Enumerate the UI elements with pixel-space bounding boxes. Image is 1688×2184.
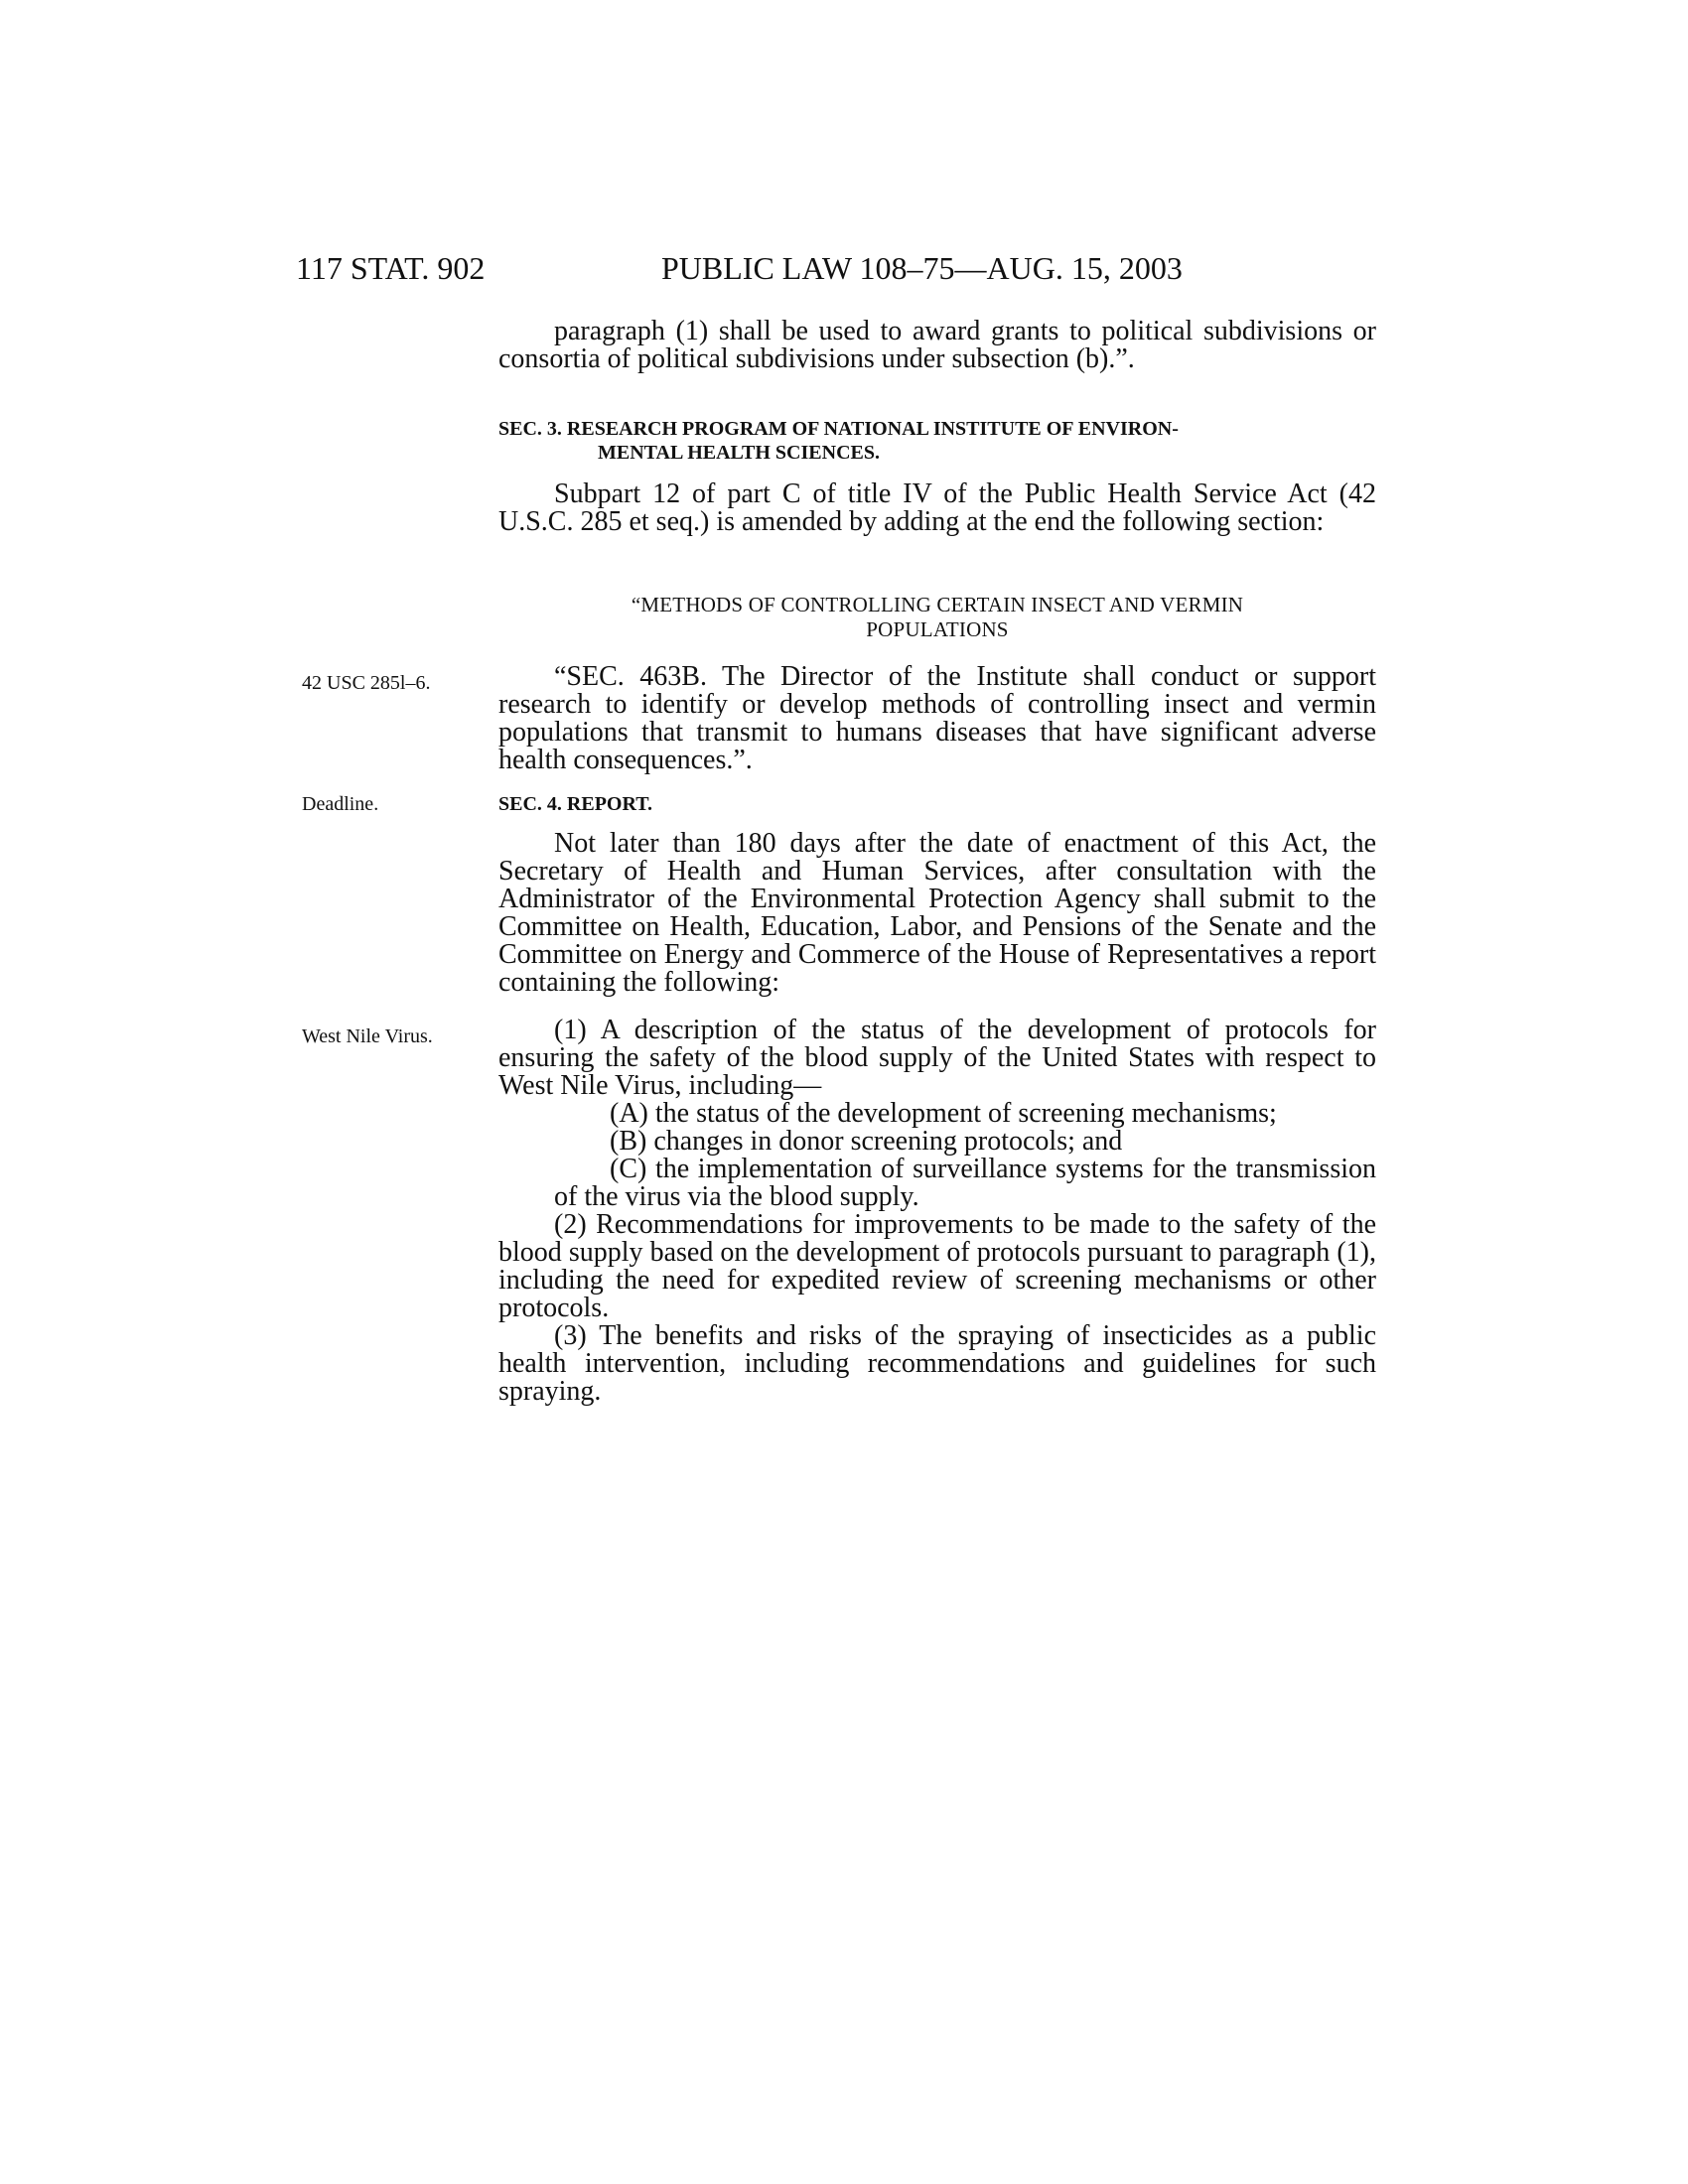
sec3-heading-line2: MENTAL HEALTH SCIENCES. — [598, 442, 880, 464]
sec4-heading: SEC. 4. REPORT. — [498, 793, 653, 815]
sec4-items-block — [498, 1017, 1376, 1406]
running-header: PUBLIC LAW 108–75—AUG. 15, 2003 — [661, 250, 1183, 286]
sec463b-block — [498, 663, 1376, 774]
sec4-intro: Not later than 180 days after the date of enactment of this Act, the Secretary of Health and Human Services, after consultation with the Administrator of the Environmental Protection Agency shall submit to the Committee on Health, Education, Labor, and Pensions of the Senate and the Committee on Energy and Commerce of the House of Representatives a report containing the following: — [498, 828, 1376, 998]
report-item-1c: (C) the implementation of surveillance systems for the transmission of the virus via the blood supply. — [554, 1154, 1376, 1212]
report-item-1b: (B) changes in donor screening protocols; and — [610, 1126, 1123, 1157]
sec463b-label: “SEC. 463B. — [554, 661, 707, 692]
margin-note-usc: 42 USC 285l–6. — [302, 672, 431, 694]
sec3-heading-line1: SEC. 3. RESEARCH PROGRAM OF NATIONAL INSTITUTE OF ENVIRON- — [498, 418, 1179, 440]
sec463b-text: The Director of the Institute shall conduct or support research to identify or develop methods of controlling insect and vermin populations that transmit to humans diseases that have significant adverse health consequences.”. — [498, 661, 1376, 775]
continuation-text: paragraph (1) shall be used to award grants to political subdivisions or consortia of political subdivisions under subsection (b).”. — [498, 316, 1376, 374]
inserted-heading-line2: POPULATIONS — [866, 617, 1009, 641]
inserted-section-heading — [498, 593, 1376, 642]
sec3-body: Subpart 12 of part C of title IV of the Public Health Service Act (42 U.S.C. 285 et seq.) is amended by adding at the end the following section: — [498, 478, 1376, 537]
report-item-1a: (A) the status of the development of screening mechanisms; — [610, 1098, 1277, 1129]
continuation-block — [498, 318, 1376, 373]
inserted-heading-line1: “METHODS OF CONTROLLING CERTAIN INSECT AND VERMIN — [631, 593, 1244, 616]
sec3-heading — [498, 417, 1376, 465]
page-citation: 117 STAT. 902 — [296, 250, 486, 286]
report-item-3: (3) The benefits and risks of the spraying of insecticides as a public health intervention, including recommendations and guidelines for such spraying. — [498, 1320, 1376, 1407]
sec3-body-block — [498, 480, 1376, 536]
sec463b-paragraph — [498, 663, 1376, 774]
margin-note-deadline: Deadline. — [302, 793, 379, 815]
sec4-body-block — [498, 830, 1376, 997]
margin-note-west-nile: West Nile Virus. — [302, 1025, 433, 1047]
report-item-1: (1) A description of the status of the development of protocols for ensuring the safety of the blood supply of the United States with respect to West Nile Virus, including— — [498, 1015, 1376, 1101]
report-item-2: (2) Recommendations for improvements to be made to the safety of the blood supply based on the development of protocols pursuant to paragraph (1), including the need for expedited review of screening mechanisms or other protocols. — [498, 1209, 1376, 1323]
